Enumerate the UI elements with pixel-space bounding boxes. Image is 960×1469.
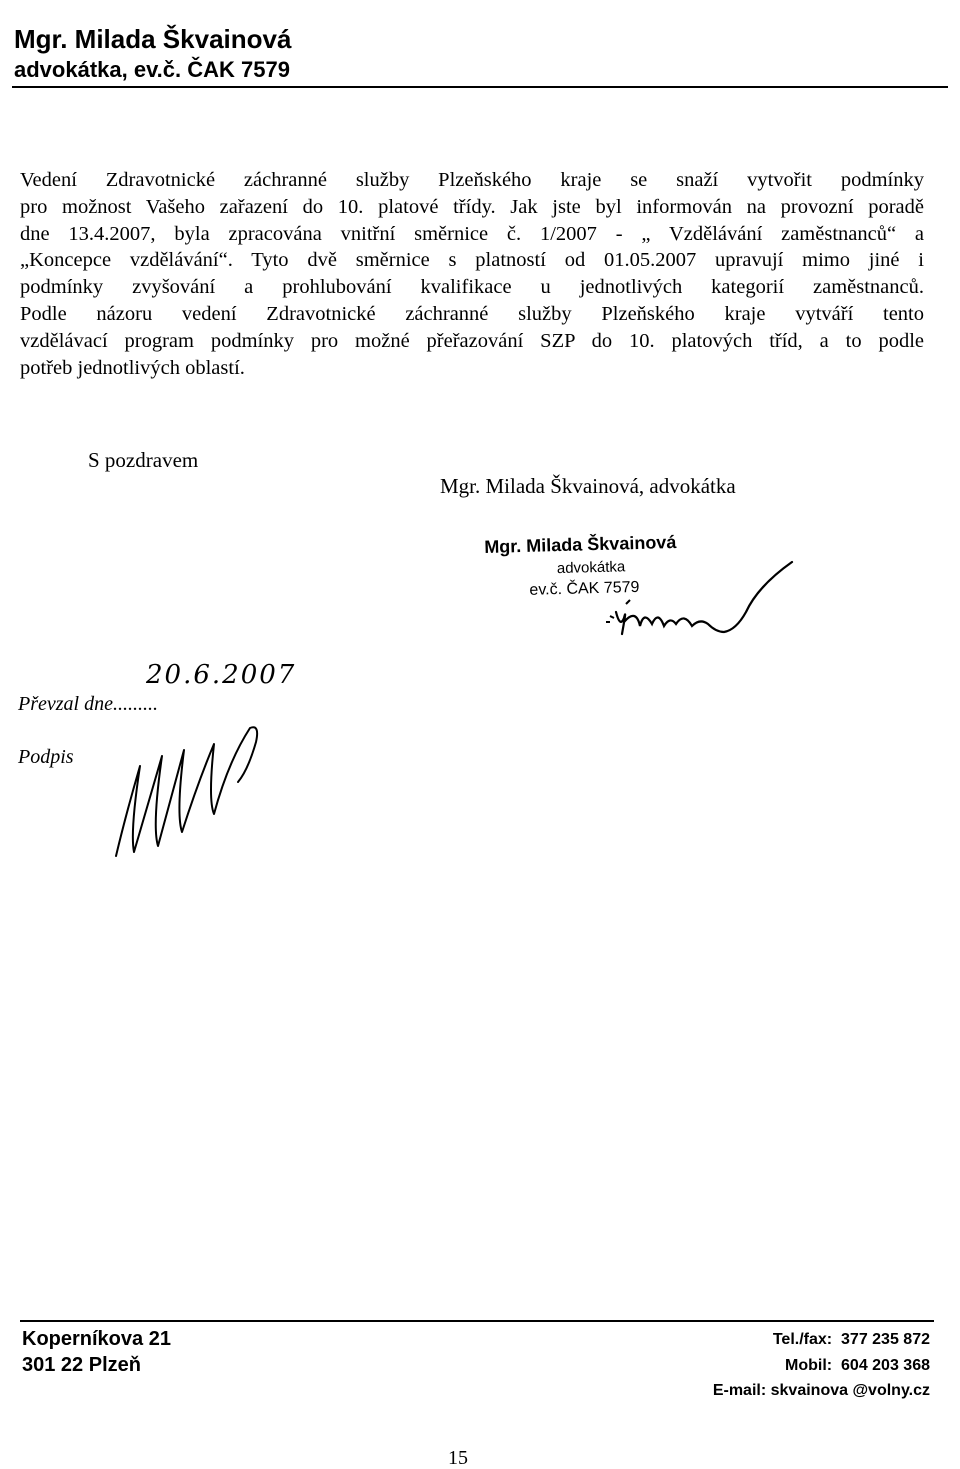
email-label: E-mail: <box>712 1382 767 1399</box>
footer-street: Koperníkova 21 <box>22 1328 171 1350</box>
body-line: „Koncepce vzdělávání“. Tyto dvě směrnice s platností od 01.05.2007 upravují mimo jiné i <box>20 249 924 272</box>
header-divider <box>12 86 948 88</box>
page-number: 15 <box>448 1447 468 1469</box>
body-line: dne 13.4.2007, byla zpracována vnitřní směrnice č. 1/2007 - „ Vzdělávání zaměstnanců“ a <box>20 222 924 245</box>
signature-label: Podpis <box>18 746 74 768</box>
recipient-signature <box>110 722 270 862</box>
closing-greeting: S pozdravem <box>88 448 199 472</box>
stamp-registration: ev.č. ČAK 7579 <box>529 578 640 599</box>
footer-mobile <box>785 1355 930 1377</box>
letterhead-name: Mgr. Milada Škvainová <box>14 24 292 54</box>
signer-name: Mgr. Milada Škvainová, advokátka <box>440 474 736 498</box>
body-line: Podle názoru vedení Zdravotnické záchranné služby Plzeňského kraje vytváří tento <box>20 302 924 325</box>
phone-value: 377 235 872 <box>841 1331 930 1348</box>
footer-email <box>713 1380 930 1402</box>
lawyer-signature <box>596 560 806 670</box>
lawyer-stamp <box>484 531 677 599</box>
stamp-name: Mgr. Milada Škvainová <box>484 531 677 557</box>
body-line: podmínky zvyšování a prohlubování kvalifikace u jednotlivých kategorií zaměstnanců. <box>20 276 924 299</box>
phone-label: Tel./fax: <box>772 1331 833 1348</box>
body-line: vzdělávací program podmínky pro možné přeřazování SZP do 10. platových tříd, a to podle <box>20 329 924 352</box>
body-line: pro možnost Vašeho zařazení do 10. platové třídy. Jak jste byl informován na provozní poradě <box>20 195 924 218</box>
email-value[interactable]: skvainova @volny.cz <box>770 1382 930 1399</box>
stamp-title: advokátka <box>556 558 626 578</box>
mobile-label: Mobil: <box>785 1357 833 1374</box>
footer-phone <box>773 1329 930 1351</box>
mobile-value: 604 203 368 <box>841 1357 930 1374</box>
body-line: Vedení Zdravotnické záchranné služby Plzeňského kraje se snaží vytvořit podmínky <box>20 169 924 191</box>
received-date: 20.6.2007 <box>146 660 297 690</box>
received-label: Převzal dne......... <box>18 693 158 715</box>
footer-divider <box>20 1320 934 1322</box>
letter-body <box>20 167 924 381</box>
body-line: potřeb jednotlivých oblastí. <box>20 356 245 379</box>
letterhead-subtitle: advokátka, ev.č. ČAK 7579 <box>14 57 290 82</box>
footer-city: 301 22 Plzeň <box>22 1354 141 1376</box>
